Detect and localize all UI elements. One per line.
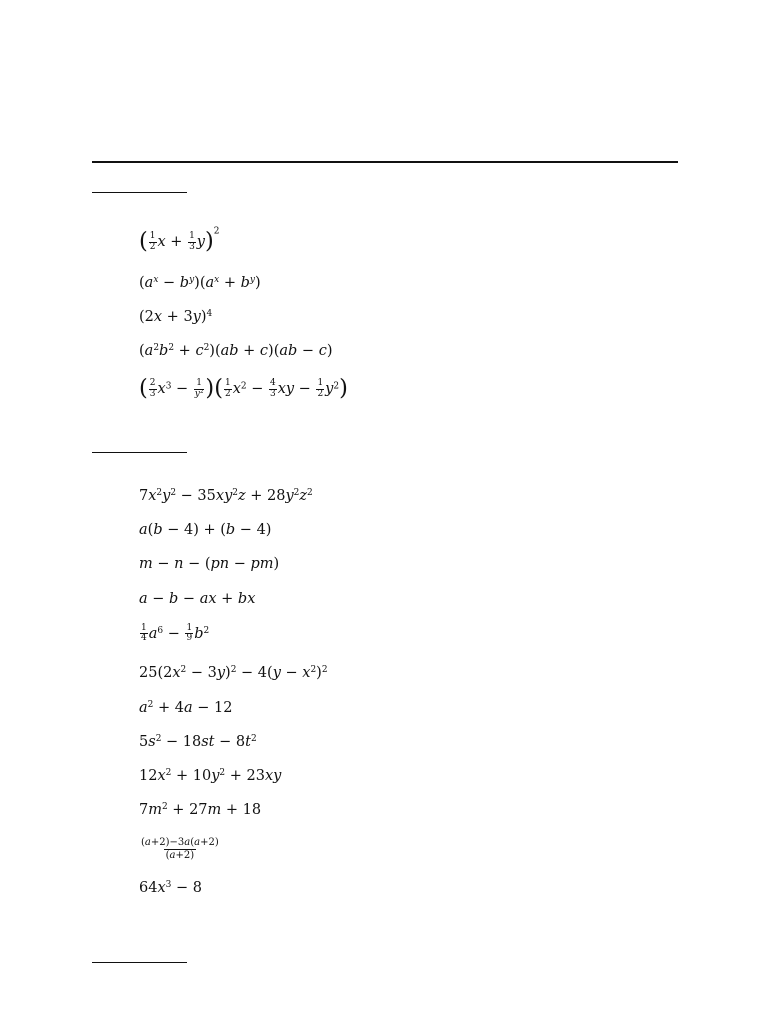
expression-1-5: ( $\frac{2}{3}$ $x^3$ − $\frac{1}{y^2}$ )( $\frac{1}{2}$ $x^2$ − $\frac{4}{3}$ xy − $\frac{1}{2}$ $y^2$) [139,375,348,401]
section-2-rule [92,452,187,453]
expression-2-11: $\frac{(a+2)-3a(a+2)}{(a+2)}$ [141,837,219,861]
expression-2-3: m − n − (pn − pm) [139,556,280,572]
expression-1-4: $(a^2b^2 + c^2)(ab + c)(ab - c)$ [139,343,333,359]
expression-2-6: $25(2x^2 - 3y)^2 - 4(y - x^2)^2$ [139,665,328,681]
expression-1-2: $(a^x - b^y)(a^x + b^y)$ [139,275,261,291]
expression-2-1: $7x^2y^2 - 35xy^2z + 28y^2z^2$ [139,488,313,504]
expression-2-8: $5s^2 - 18st - 8t^2$ [139,734,257,750]
expression-2-4: a − b − ax + bx [139,591,256,607]
section-3-rule [92,962,187,963]
expression-1-1: ( $\frac{1}{2}$ x + $\frac{1}{3}$ y)$^2$ [139,226,220,254]
expression-2-7: $a^2 + 4a - 12$ [139,700,233,716]
expression-2-10: $7m^2 + 27m + 18$ [139,802,262,818]
expression-2-2: a(b − 4) + (b − 4) [139,522,272,538]
expression-2-12: $64x^3 - 8$ [139,880,202,896]
expression-2-5: $\frac{1}{4}$ $a^6$ − $\frac{1}{9}$ $b^2$ [141,623,210,644]
header-rule [92,161,678,163]
section-1-rule [92,192,187,193]
expression-1-3: $(2x + 3y)^4$ [139,309,213,325]
expression-2-9: $12x^2 + 10y^2 + 23xy$ [139,768,282,784]
